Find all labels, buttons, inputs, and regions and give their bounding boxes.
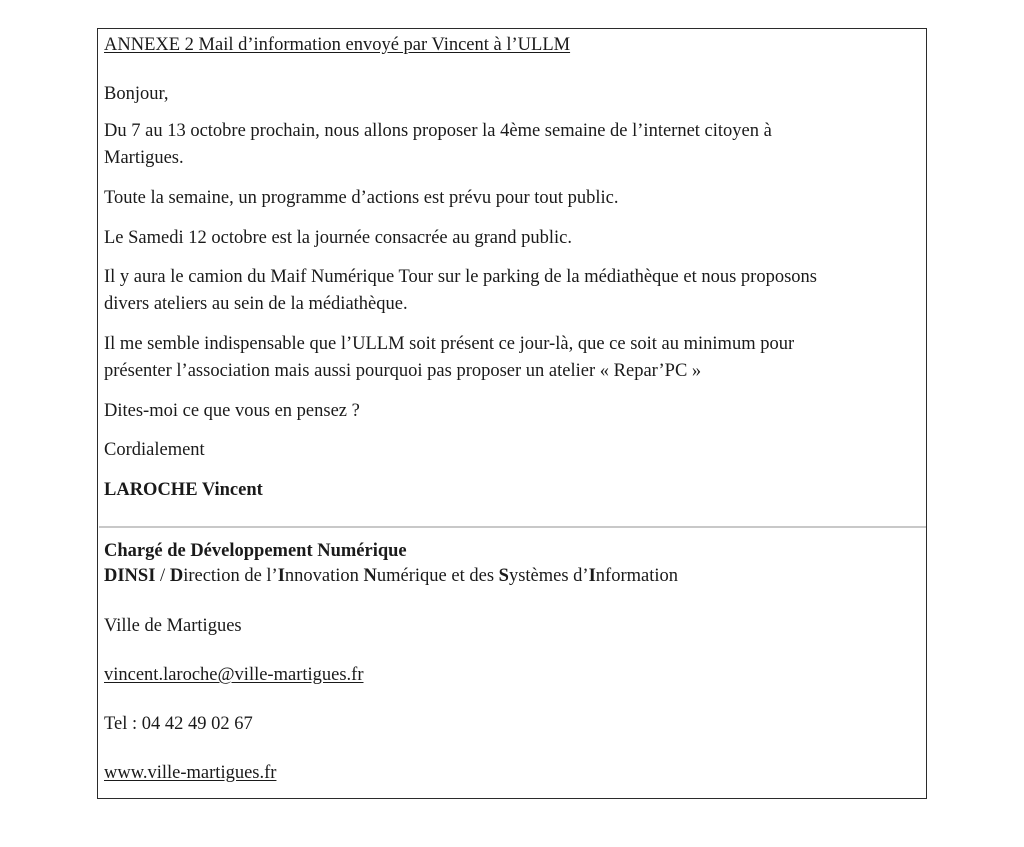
- department-initial: I: [588, 566, 596, 586]
- mail-annex-frame: [97, 28, 927, 799]
- department-initial: D: [169, 566, 184, 586]
- department-word: irection de l’: [183, 566, 278, 586]
- paragraph-dates-line-1: Du 7 au 13 octobre prochain, nous allons proposer la 4ème semaine de l’internet citoyen à: [104, 121, 772, 141]
- email-link[interactable]: vincent.laroche@ville-martigues.fr: [104, 665, 364, 685]
- department-separator: /: [155, 566, 170, 586]
- department-word: ystèmes d’: [508, 566, 589, 586]
- paragraph-question: Dites-moi ce que vous en pensez ?: [104, 401, 360, 421]
- paragraph-ullm-line-2: présenter l’association mais aussi pourquoi pas proposer un atelier « Repar’PC »: [104, 361, 702, 381]
- signature-email-line: [104, 662, 918, 689]
- signature-city: Ville de Martigues: [104, 616, 242, 636]
- paragraph-camion-line-1: Il y aura le camion du Maif Numérique Tour sur le parking de la médiathèque et nous proposons: [104, 267, 817, 287]
- closing: Cordialement: [104, 440, 205, 460]
- department-word: umérique et des: [376, 566, 499, 586]
- department-initial: N: [363, 566, 377, 586]
- signature-divider: [99, 526, 926, 528]
- greeting: Bonjour,: [104, 84, 169, 104]
- department-word: nformation: [595, 566, 678, 586]
- department-acronym: DINSI: [104, 566, 156, 586]
- signature-department: [104, 563, 918, 590]
- paragraph-saturday: Le Samedi 12 octobre est la journée consacrée au grand public.: [104, 228, 572, 248]
- signature-phone: Tel : 04 42 49 02 67: [104, 714, 253, 734]
- signature-website-line: [104, 760, 918, 787]
- signature-role: Chargé de Développement Numérique: [104, 541, 407, 561]
- department-full-name: [170, 566, 678, 586]
- department-word: nnovation: [284, 566, 364, 586]
- paragraph-dates-line-2: Martigues.: [104, 148, 184, 168]
- paragraph-camion-line-2: divers ateliers au sein de la médiathèque.: [104, 294, 408, 314]
- department-initial: S: [498, 566, 509, 586]
- sender-name: LAROCHE Vincent: [104, 480, 263, 500]
- annex-heading: ANNEXE 2 Mail d’information envoyé par Vincent à l’ULLM: [104, 35, 571, 55]
- website-link[interactable]: www.ville-martigues.fr: [104, 763, 277, 783]
- paragraph-ullm-line-1: Il me semble indispensable que l’ULLM soit présent ce jour-là, que ce soit au minimum pour: [104, 334, 795, 354]
- department-initial: I: [277, 566, 285, 586]
- paragraph-programme: Toute la semaine, un programme d’actions est prévu pour tout public.: [104, 188, 619, 208]
